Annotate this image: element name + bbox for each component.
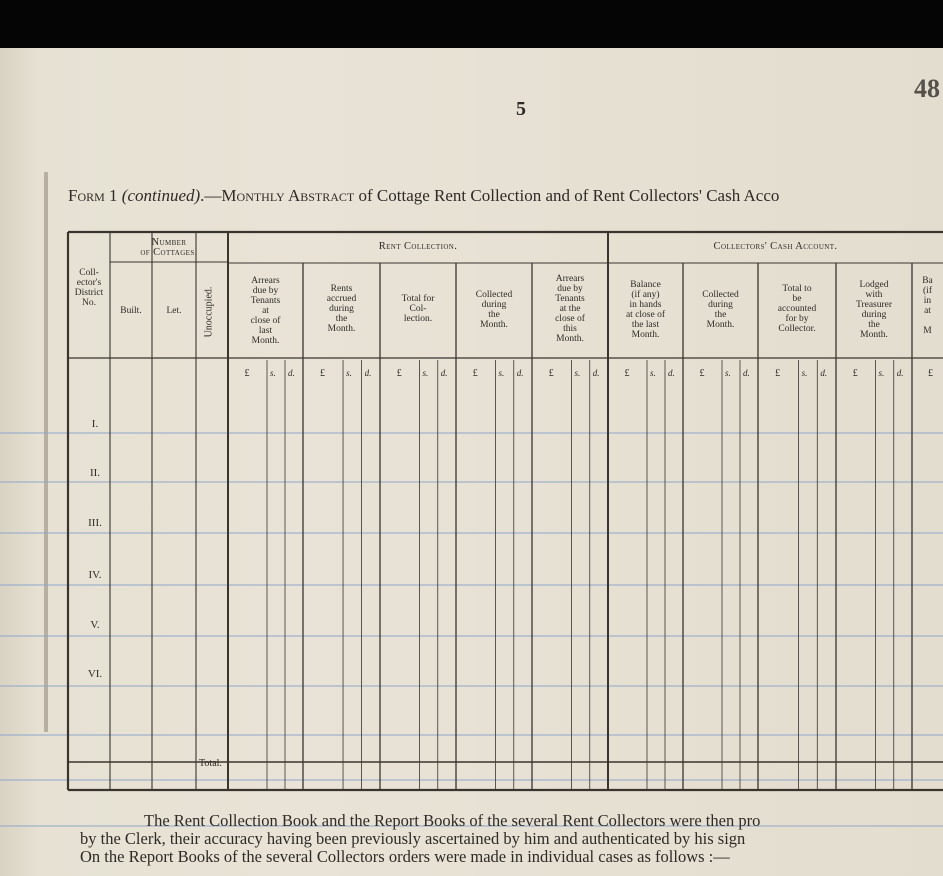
- title-rest: of Cottage Rent Collection and of Rent Collectors' Cash Acco: [354, 186, 780, 205]
- unit-shilling: s.: [422, 368, 429, 378]
- unit-pence: d.: [743, 368, 750, 378]
- row-numeral: IV.: [88, 569, 102, 581]
- unit-pound: £: [624, 368, 630, 379]
- unit-pound: £: [244, 368, 250, 379]
- rent-col-header: Arrears due by Tenants at close of last Month.: [250, 276, 281, 346]
- cash-account-header: Collectors' Cash Account.: [713, 241, 838, 252]
- page-number: 5: [516, 98, 526, 120]
- unit-pence: d.: [592, 368, 600, 378]
- cash-col-header: Ba (if in at M: [922, 276, 933, 336]
- body-line: by the Clerk, their accuracy having been previously ascertained by him and authenticated by his sign: [80, 829, 746, 848]
- district-header: Coll- ector's District No.: [74, 268, 104, 308]
- title-abstract: Monthly Abstract: [221, 186, 355, 205]
- cash-col-header: Collected during the Month.: [702, 290, 739, 330]
- unit-pound: £: [775, 368, 781, 379]
- rent-col-header: Collected during the Month.: [475, 290, 513, 330]
- body-line: On the Report Books of the several Collectors orders were made in individual cases as follows :—: [80, 847, 730, 866]
- rent-col-header: Total for Col- lection.: [401, 294, 435, 324]
- row-numeral: III.: [88, 517, 102, 529]
- rent-col-header: Rents accrued during the Month.: [326, 284, 357, 334]
- unit-pound: £: [396, 368, 402, 379]
- unit-shilling: s.: [270, 368, 276, 378]
- unit-shilling: s.: [878, 368, 885, 378]
- unit-pence: d.: [516, 368, 524, 378]
- unit-pence: d.: [288, 368, 295, 378]
- unit-pence: d.: [820, 368, 828, 378]
- unit-pence: d.: [364, 368, 372, 378]
- row-numeral: V.: [90, 619, 100, 631]
- unit-shilling: s.: [346, 368, 352, 378]
- unit-pence: d.: [896, 368, 904, 378]
- unit-pound: £: [319, 368, 325, 379]
- unit-shilling: s.: [498, 368, 505, 378]
- title-continued: (continued): [121, 186, 201, 205]
- unit-pound: £: [852, 368, 858, 379]
- corner-page-number: 48: [914, 74, 940, 103]
- unit-pound: £: [699, 368, 705, 379]
- title-prefix: Form 1: [68, 186, 118, 205]
- unit-shilling: s.: [801, 368, 808, 378]
- unit-shilling: s.: [650, 368, 656, 378]
- cash-col-header: Lodged with Treasurer during the Month.: [855, 280, 893, 340]
- unoccupied-header: Unoccupied.: [203, 286, 215, 338]
- cash-col-header: Total to be accounted for by Collector.: [777, 284, 817, 334]
- unit-pound: £: [548, 368, 554, 379]
- row-numeral: VI.: [87, 668, 103, 680]
- built-header: Built.: [120, 306, 142, 316]
- rent-col-header: Arrears due by Tenants at the close of this Month.: [555, 274, 585, 344]
- unit-shilling: s.: [725, 368, 731, 378]
- cottages-header: Number of Cottages.: [140, 237, 198, 258]
- rent-collection-header: Rent Collection.: [378, 241, 458, 252]
- body-paragraph: [80, 812, 943, 866]
- unit-pence: d.: [440, 368, 448, 378]
- body-line: The Rent Collection Book and the Report Books of the several Rent Collectors were then pro: [144, 811, 761, 830]
- row-numeral: I.: [91, 418, 99, 430]
- let-header: Let.: [166, 306, 182, 316]
- row-numeral: II.: [89, 467, 101, 479]
- cash-col-header: Balance (if any) in hands at close of the last Month.: [625, 280, 666, 340]
- unit-pound: £: [472, 368, 478, 379]
- unit-shilling: s.: [574, 368, 581, 378]
- unit-pence: d.: [668, 368, 675, 378]
- total-label: Total.: [199, 758, 222, 769]
- title-dash: .—: [200, 186, 222, 205]
- unit-pound: £: [928, 368, 933, 379]
